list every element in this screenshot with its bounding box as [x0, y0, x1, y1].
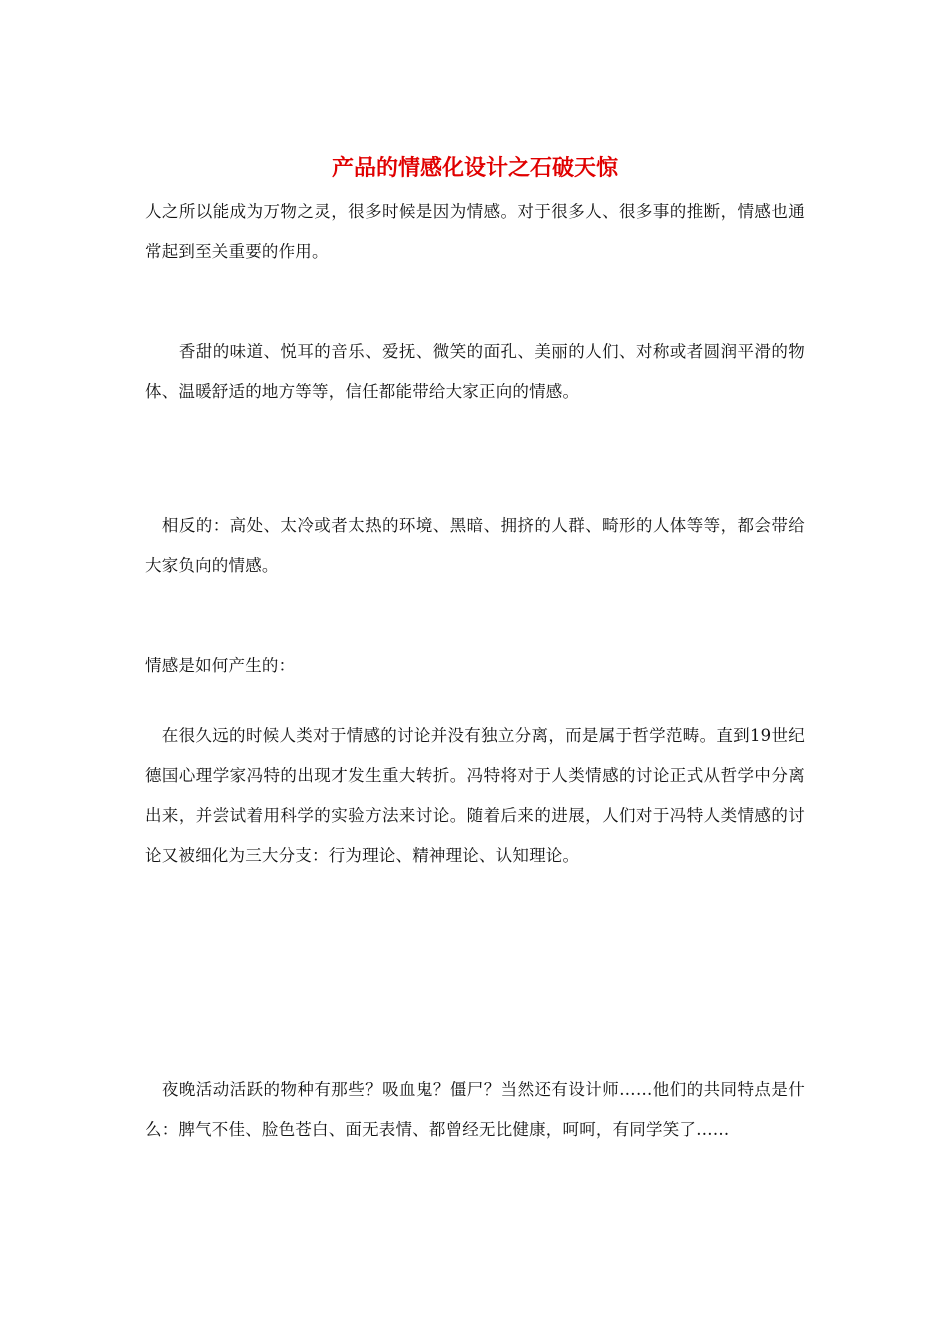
paragraph-positive-emotions: 香甜的味道、悦耳的音乐、爱抚、微笑的面孔、美丽的人们、对称或者圆润平滑的物体、温暖舒适的地方等等，信任都能带给大家正向的情感。: [145, 342, 805, 401]
paragraph-negative-emotions: 相反的：高处、太冷或者太热的环境、黑暗、拥挤的人群、畸形的人体等等，都会带给大家负向的情感。: [145, 516, 805, 575]
paragraph-history: 在很久远的时候人类对于情感的讨论并没有独立分离，而是属于哲学范畴。直到19世纪德国心理学家冯特的出现才发生重大转折。冯特将对于人类情感的讨论正式从哲学中分离出来，并尝试着用科学的实验方法来讨论。随着后来的进展，人们对于冯特人类情感的讨论又被细化为三大分支：行为理论、精神理论、认知理论。: [145, 726, 805, 865]
paragraph-intro: 人之所以能成为万物之灵，很多时候是因为情感。对于很多人、很多事的推断，情感也通常起到至关重要的作用。: [145, 202, 805, 261]
section-heading-emotion-origin: 情感是如何产生的：: [145, 656, 296, 675]
paragraph-night-species: 夜晚活动活跃的物种有那些？吸血鬼？僵尸？当然还有设计师……他们的共同特点是什么：脾气不佳、脸色苍白、面无表情、都曾经无比健康，呵呵，有同学笑了……: [145, 1080, 805, 1139]
document-title: 产品的情感化设计之石破天惊: [331, 155, 618, 181]
